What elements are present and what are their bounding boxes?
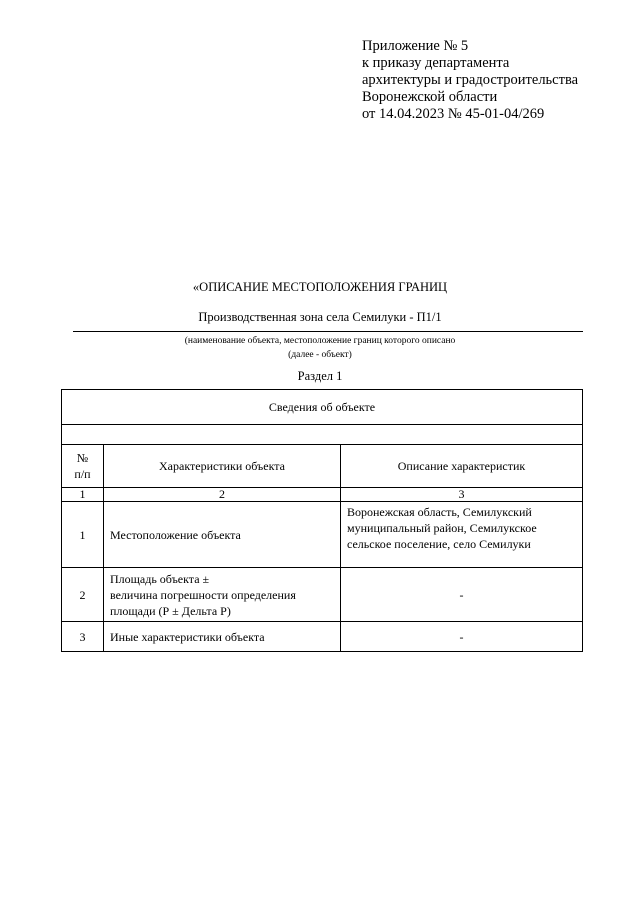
table-row [62, 622, 583, 652]
header-description: Описание характеристик [341, 445, 583, 488]
row-characteristic [104, 502, 341, 568]
appendix-line: Воронежской области [362, 89, 498, 105]
object-name-note [0, 334, 640, 362]
cell-line: Местоположение объекта [110, 527, 241, 542]
column-number: 3 [341, 488, 583, 502]
header-number [62, 445, 104, 488]
object-name: Производственная зона села Семилуки - П1/1 [198, 310, 442, 324]
column-number: 1 [62, 488, 104, 502]
cell-line: муниципальный район, Семилукское [347, 521, 537, 535]
section-title: Раздел 1 [297, 369, 343, 383]
row-number: 3 [62, 622, 104, 652]
table-empty-row [62, 425, 583, 445]
cell-line: величина погрешности определения [110, 587, 296, 602]
column-number: 2 [104, 488, 341, 502]
table-row [62, 502, 583, 568]
row-number: 2 [62, 568, 104, 622]
row-description: - [341, 568, 583, 622]
object-info-table [61, 389, 583, 652]
appendix-line: Приложение № 5 [362, 38, 469, 54]
table-caption: Сведения об объекте [62, 390, 583, 425]
row-characteristic [104, 568, 341, 622]
cell-line: Площадь объекта ± [110, 571, 210, 586]
note-line: (далее - объект) [288, 350, 352, 360]
row-description: - [341, 622, 583, 652]
appendix-block [362, 38, 578, 123]
header-number-line: п/п [74, 467, 91, 481]
header-characteristics: Характеристики объекта [104, 445, 341, 488]
appendix-line: к приказу департамента [362, 55, 510, 71]
header-number-line: № [76, 451, 89, 465]
row-characteristic: Иные характеристики объекта [104, 622, 341, 652]
cell-line: площади (Р ± Дельта Р) [110, 603, 231, 618]
cell-line: Воронежская область, Семилукский [347, 505, 532, 519]
cell-line: сельское поселение, село Семилуки [347, 537, 531, 551]
appendix-line: архитектуры и градостроительства [362, 72, 579, 88]
row-description [341, 502, 583, 568]
document-title: «ОПИСАНИЕ МЕСТОПОЛОЖЕНИЯ ГРАНИЦ [192, 280, 448, 294]
underline-divider [73, 331, 583, 332]
note-line: (наименование объекта, местоположение границ которого описано [184, 336, 456, 346]
table-row [62, 568, 583, 622]
row-number: 1 [62, 502, 104, 568]
appendix-line: от 14.04.2023 № 45-01-04/269 [362, 106, 545, 122]
